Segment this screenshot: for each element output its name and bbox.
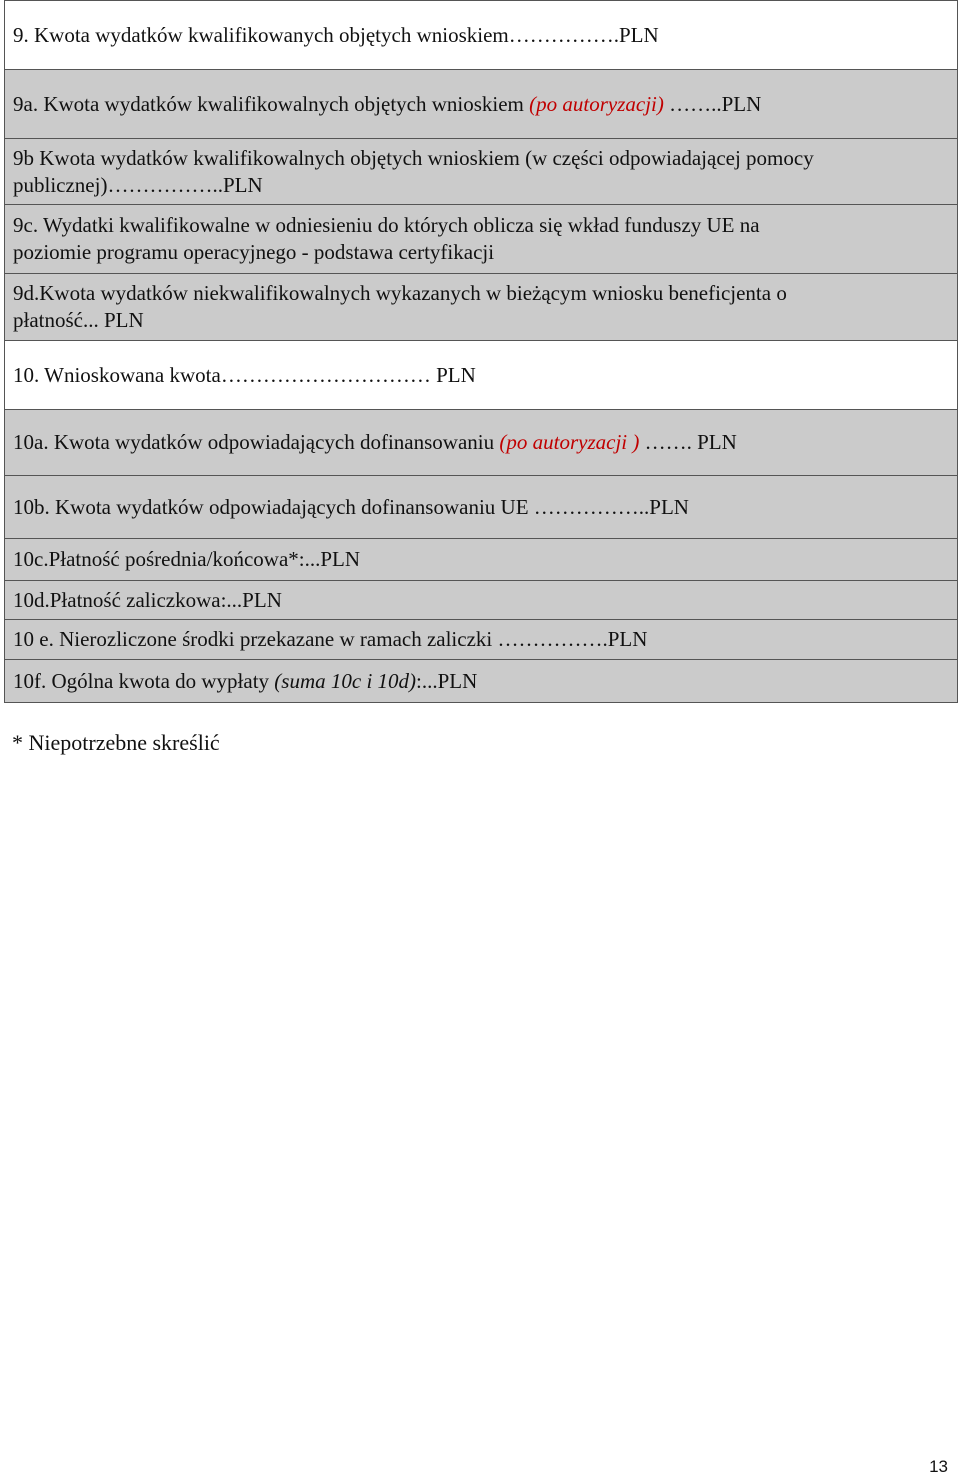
row-10e-text: 10 e. Nierozliczone środki przekazane w ramach zaliczki …………….PLN xyxy=(13,627,648,651)
page-number: 13 xyxy=(929,1457,948,1476)
row-9a-note: (po autoryzacji) xyxy=(529,91,664,116)
row-9-text: 9. Kwota wydatków kwalifikowanych objętych wnioskiem…………….PLN xyxy=(13,22,659,47)
row-10f-amount: :...PLN xyxy=(416,668,478,693)
row-10 xyxy=(5,341,957,410)
row-9d xyxy=(5,274,957,341)
row-9a-amount: ……..PLN xyxy=(663,91,762,116)
row-9c-line1: 9c. Wydatki kwalifikowalne w odniesieniu do których oblicza się wkład funduszy UE na xyxy=(13,213,760,237)
row-10f xyxy=(5,660,957,703)
row-10b-text: 10b. Kwota wydatków odpowiadających dofinansowaniu UE ……………..PLN xyxy=(13,494,689,519)
row-10e xyxy=(5,620,957,660)
row-10a-amount: ……. PLN xyxy=(639,430,737,454)
row-9a-label: 9a. Kwota wydatków kwalifikowalnych objętych wnioskiem xyxy=(13,91,530,116)
row-9 xyxy=(5,1,957,70)
row-9a xyxy=(5,70,957,139)
row-10b xyxy=(5,476,957,539)
row-9c xyxy=(5,205,957,274)
row-10a-note: (po autoryzacji ) xyxy=(499,430,640,454)
row-10f-note: (suma 10c i 10d) xyxy=(274,668,417,693)
amounts-table xyxy=(4,0,958,703)
footnote: * Niepotrzebne skreślić xyxy=(12,730,220,755)
row-10f-label: 10f. Ogólna kwota do wypłaty xyxy=(13,668,275,693)
row-10a-label: 10a. Kwota wydatków odpowiadających dofinansowaniu xyxy=(13,430,500,454)
row-10-text: 10. Wnioskowana kwota………………………… PLN xyxy=(13,362,476,387)
row-10d xyxy=(5,581,957,620)
row-10a xyxy=(5,410,957,476)
row-9c-line2: poziomie programu operacyjnego - podstawa certyfikacji xyxy=(13,240,495,264)
row-10c xyxy=(5,539,957,581)
row-9d-line1: 9d.Kwota wydatków niekwalifikowalnych wykazanych w bieżącym wniosku beneficjenta o xyxy=(13,281,787,305)
row-9d-line2: płatność... PLN xyxy=(13,308,144,332)
row-10c-text: 10c.Płatność pośrednia/końcowa*:...PLN xyxy=(13,547,361,571)
row-9b-line2: publicznej)……………..PLN xyxy=(13,172,263,197)
row-9b xyxy=(5,139,957,205)
row-9b-line1: 9b Kwota wydatków kwalifikowalnych objętych wnioskiem (w części odpowiadającej pomocy xyxy=(13,145,814,170)
row-10d-text: 10d.Płatność zaliczkowa:...PLN xyxy=(13,587,282,612)
